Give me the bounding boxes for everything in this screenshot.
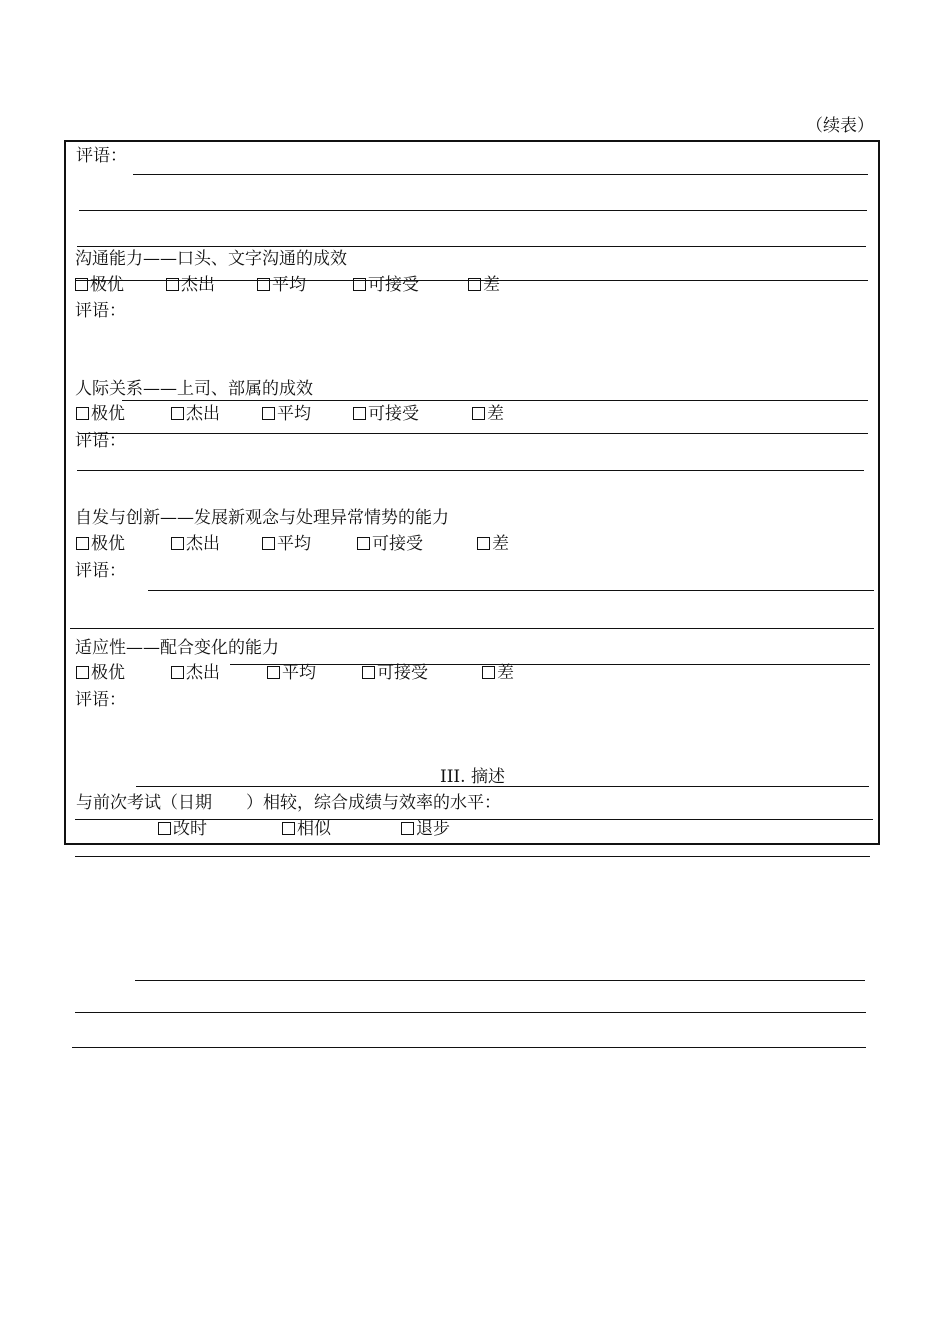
section-title-adaptability: 适应性——配合变化的能力 [75, 638, 279, 658]
checkbox-icon[interactable] [282, 822, 295, 835]
rating-option-average[interactable]: 平均 [262, 534, 311, 554]
checkbox-icon[interactable] [171, 407, 184, 420]
comment-line[interactable] [75, 1012, 866, 1013]
checkbox-icon[interactable] [477, 537, 490, 550]
checkbox-icon[interactable] [357, 537, 370, 550]
checkbox-icon[interactable] [267, 666, 280, 679]
checkbox-icon[interactable] [353, 407, 366, 420]
checkbox-icon[interactable] [76, 666, 89, 679]
rating-option-excellent[interactable]: 极优 [75, 275, 124, 295]
rating-option-outstanding[interactable]: 杰出 [171, 404, 220, 424]
comment-line[interactable] [77, 246, 866, 247]
comment-line[interactable] [79, 210, 867, 211]
checkbox-icon[interactable] [262, 407, 275, 420]
comment-line[interactable] [70, 628, 874, 629]
summary-heading: III. 摘述 [440, 767, 505, 787]
checkbox-icon[interactable] [75, 278, 88, 291]
rating-option-acceptable[interactable]: 可接受 [362, 663, 428, 683]
rating-option-poor[interactable]: 差 [482, 663, 514, 683]
rating-option-outstanding[interactable]: 杰出 [171, 534, 220, 554]
rating-option-poor[interactable]: 差 [468, 275, 500, 295]
checkbox-icon[interactable] [76, 407, 89, 420]
checkbox-icon[interactable] [76, 537, 89, 550]
checkbox-icon[interactable] [468, 278, 481, 291]
checkbox-icon[interactable] [401, 822, 414, 835]
checkbox-icon[interactable] [158, 822, 171, 835]
checkbox-icon[interactable] [171, 537, 184, 550]
checkbox-icon[interactable] [171, 666, 184, 679]
continued-label: （续表） [806, 116, 874, 136]
summary-question: 与前次考试（日期 ）相较，综合成绩与效率的水平： [76, 793, 501, 813]
section-title-communication: 沟通能力——口头、文字沟通的成效 [75, 249, 347, 269]
checkbox-icon[interactable] [482, 666, 495, 679]
rating-option-average[interactable]: 平均 [257, 275, 306, 295]
comment-label: 评语： [75, 561, 126, 581]
comment-line[interactable] [79, 433, 868, 434]
section-line [136, 786, 869, 787]
comment-label: 评语： [75, 431, 126, 451]
rating-option-acceptable[interactable]: 可接受 [357, 534, 423, 554]
rating-option-average[interactable]: 平均 [267, 663, 316, 683]
rating-option-poor[interactable]: 差 [472, 404, 504, 424]
comment-label: 评语： [76, 146, 127, 166]
rating-option-excellent[interactable]: 极优 [76, 404, 125, 424]
summary-option-regressed[interactable]: 退步 [401, 819, 450, 839]
comment-line[interactable] [75, 856, 870, 857]
comment-line[interactable] [72, 1047, 866, 1048]
checkbox-icon[interactable] [166, 278, 179, 291]
comment-line[interactable] [133, 174, 868, 175]
rating-option-outstanding[interactable]: 杰出 [171, 663, 220, 683]
checkbox-icon[interactable] [353, 278, 366, 291]
rating-option-acceptable[interactable]: 可接受 [353, 404, 419, 424]
section-title-relations: 人际关系——上司、部属的成效 [75, 379, 313, 399]
comment-label: 评语： [75, 690, 126, 710]
checkbox-icon[interactable] [262, 537, 275, 550]
comment-line[interactable] [77, 470, 864, 471]
checkbox-icon[interactable] [472, 407, 485, 420]
rating-option-excellent[interactable]: 极优 [76, 663, 125, 683]
section-title-initiative: 自发与创新——发展新观念与处理异常情势的能力 [75, 508, 449, 528]
rating-option-average[interactable]: 平均 [262, 404, 311, 424]
checkbox-icon[interactable] [362, 666, 375, 679]
rating-option-acceptable[interactable]: 可接受 [353, 275, 419, 295]
summary-option-improved[interactable]: 改时 [158, 819, 207, 839]
summary-option-similar[interactable]: 相似 [282, 819, 331, 839]
comment-label: 评语： [75, 301, 126, 321]
rating-option-poor[interactable]: 差 [477, 534, 509, 554]
section-line [230, 664, 870, 665]
section-line [122, 400, 868, 401]
comment-line[interactable] [148, 590, 874, 591]
rating-option-excellent[interactable]: 极优 [76, 534, 125, 554]
checkbox-icon[interactable] [257, 278, 270, 291]
rating-option-outstanding[interactable]: 杰出 [166, 275, 215, 295]
comment-line[interactable] [135, 980, 865, 981]
